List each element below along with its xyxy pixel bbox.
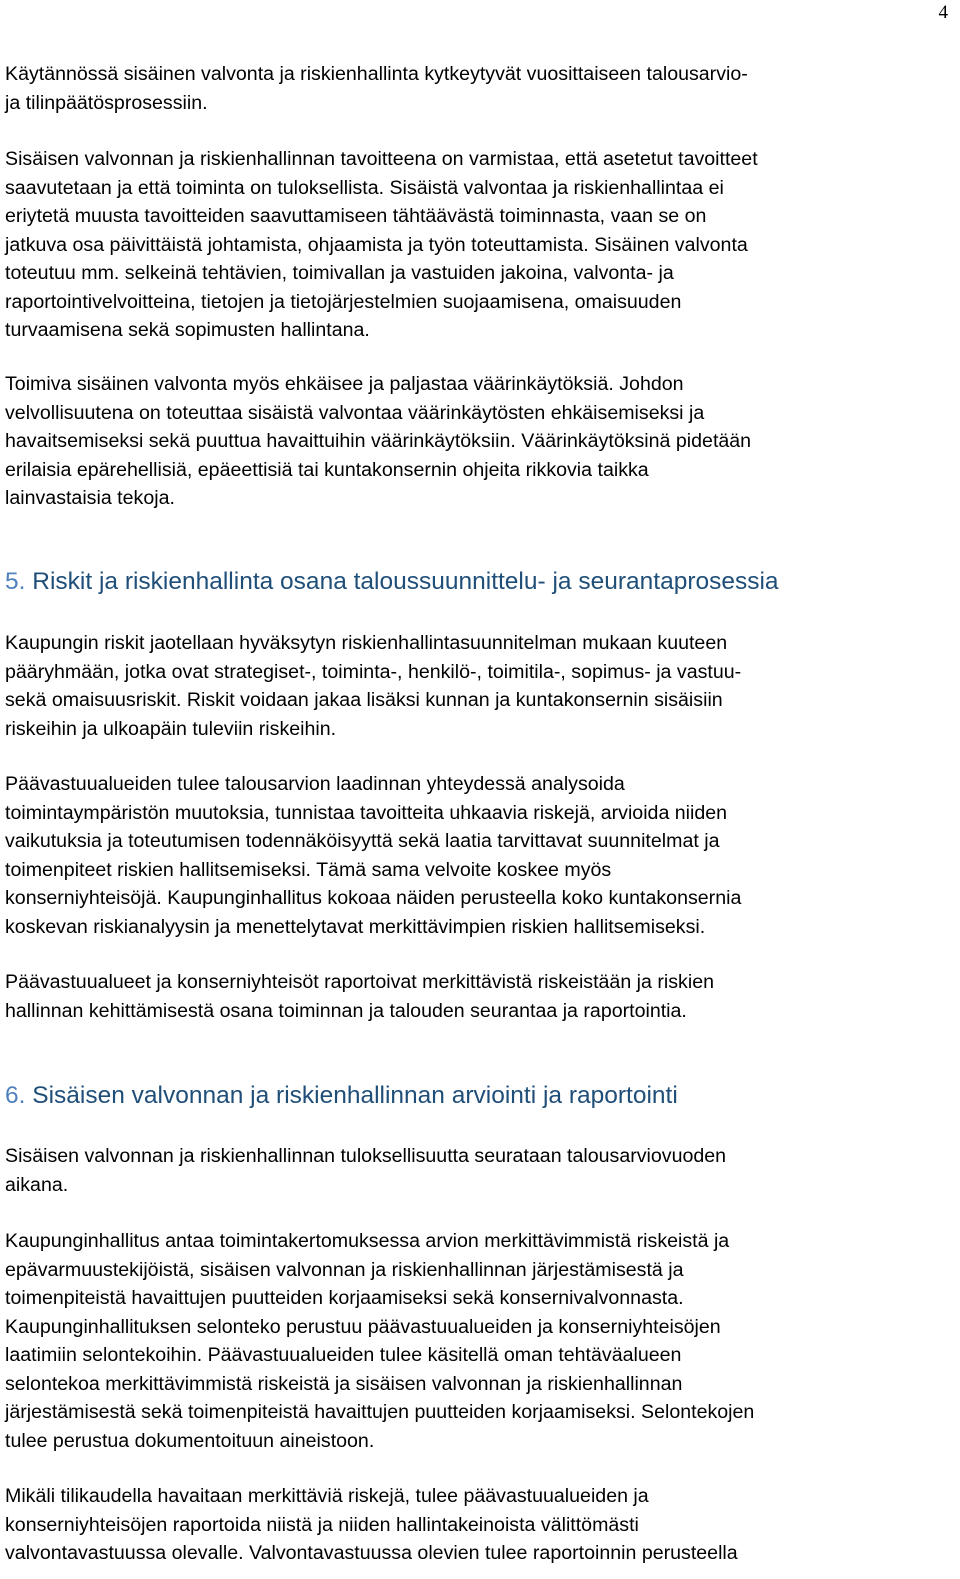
text-line: konserniyhteisöjä. Kaupunginhallitus kokoaa näiden perusteella koko kuntakonsernia — [5, 887, 742, 909]
text-line: Mikäli tilikaudella havaitaan merkittäviä riskejä, tulee päävastuualueiden ja — [5, 1485, 649, 1507]
text-line: jatkuva osa päivittäistä johtamista, ohjaamista ja työn toteuttamista. Sisäinen valvonta — [5, 233, 748, 256]
text-line: konserniyhteisöjen raportoida niistä ja niiden hallintakeinoista välittömästi — [5, 1513, 639, 1536]
text-line: Käytännössä sisäinen valvonta ja riskienhallinta kytkeytyvät vuosittaiseen talousarvio- — [5, 63, 748, 85]
section-heading-6 — [5, 1082, 678, 1110]
text-line: järjestämisestä sekä toimenpiteistä havaittujen puutteiden korjaamiseksi. Selontekojen — [5, 1401, 755, 1423]
text-line: pääryhmään, jotka ovat strategiset-, toiminta-, henkilö-, toimitila-, sopimus- ja vastuu- — [5, 660, 742, 683]
paragraph-6 — [5, 968, 955, 1025]
text-line: saavutetaan ja että toiminta on tuloksellista. Sisäistä valvontaa ja riskienhallintaa ei — [5, 176, 724, 199]
text-line: velvollisuutena on toteuttaa sisäistä valvontaa väärinkäytösten ehkäisemiseksi ja — [5, 401, 705, 424]
text-line: aikana. — [5, 1173, 69, 1196]
text-line: sekä omaisuusriskit. Riskit voidaan jakaa lisäksi kunnan ja kuntakonsernin sisäisiin — [5, 689, 723, 711]
text-line: laatimiin selontekoihin. Päävastuualueiden tulee käsitellä oman tehtäväalueen — [5, 1344, 682, 1366]
section-heading-5 — [5, 568, 779, 596]
page-number: 4 — [938, 2, 948, 23]
text-line: epävarmuustekijöistä, sisäisen valvonnan ja riskienhallinnan järjestämisestä ja — [5, 1258, 684, 1281]
paragraph-1 — [5, 60, 955, 117]
text-line: havaitsemiseksi sekä puuttua havaittuihin väärinkäytöksiin. Väärinkäytöksinä pidetään — [5, 430, 752, 452]
text-line: toimintaympäristön muutoksia, tunnistaa tavoitteita uhkaavia riskejä, arvioida niiden — [5, 801, 728, 824]
paragraph-7 — [5, 1142, 955, 1199]
paragraph-8 — [5, 1227, 955, 1455]
text-line: turvaamisena sekä sopimusten hallintana. — [5, 319, 370, 341]
paragraph-5 — [5, 770, 955, 941]
text-line: ja tilinpäätösprosessiin. — [5, 91, 208, 114]
paragraph-4 — [5, 629, 955, 743]
text-line: eriytetä muusta tavoitteiden saavuttamiseen tähtäävästä toiminnasta, vaan se on — [5, 205, 707, 227]
paragraph-3 — [5, 370, 955, 513]
text-line: Kaupungin riskit jaotellaan hyväksytyn riskienhallintasuunnitelman mukaan kuuteen — [5, 632, 728, 654]
text-line: Kaupunginhallituksen selonteko perustuu päävastuualueiden ja konserniyhteisöjen — [5, 1315, 721, 1338]
text-line: koskevan riskianalyysin ja menettelytavat merkittävimpien riskien hallitsemiseksi. — [5, 915, 706, 938]
text-line: erilaisia epärehellisiä, epäeettisiä tai kuntakonsernin ohjeita rikkovia taikka — [5, 458, 649, 481]
text-line: Kaupunginhallitus antaa toimintakertomuksessa arvion merkittävimmistä riskeistä ja — [5, 1230, 730, 1252]
text-line: vaikutuksia ja toteutumisen todennäköisyyttä sekä laatia tarvittavat suunnitelmat ja — [5, 830, 720, 852]
section-title: Riskit ja riskienhallinta osana taloussuunnittelu- ja seurantaprosessia — [32, 568, 779, 595]
section-number: 6. — [5, 1082, 26, 1109]
text-line: hallinnan kehittämisestä osana toiminnan ja talouden seurantaa ja raportointia. — [5, 999, 687, 1022]
text-line: Sisäisen valvonnan ja riskienhallinnan tavoitteena on varmistaa, että asetetut tavoitteet — [5, 148, 758, 170]
text-line: lainvastaisia tekoja. — [5, 487, 175, 509]
text-line: Päävastuualueiden tulee talousarvion laadinnan yhteydessä analysoida — [5, 773, 625, 795]
text-line: toimenpiteistä havaittujen puutteiden korjaamiseksi sekä konsernivalvonnasta. — [5, 1287, 684, 1309]
text-line: Toimiva sisäinen valvonta myös ehkäisee ja paljastaa väärinkäytöksiä. Johdon — [5, 373, 684, 395]
text-line: riskeihin ja ulkoapäin tuleviin riskeihin. — [5, 717, 337, 740]
section-title: Sisäisen valvonnan ja riskienhallinnan arviointi ja raportointi — [32, 1082, 678, 1109]
paragraph-9 — [5, 1482, 955, 1568]
text-line: tulee perustua dokumentoituun aineistoon. — [5, 1429, 375, 1452]
text-line: Sisäisen valvonnan ja riskienhallinnan tuloksellisuutta seurataan talousarviovuoden — [5, 1145, 727, 1167]
text-line: valvontavastuussa olevalle. Valvontavastuussa olevien tulee raportoinnin perusteella — [5, 1542, 738, 1564]
section-number: 5. — [5, 568, 26, 595]
paragraph-2 — [5, 145, 955, 345]
text-line: selontekoa merkittävimmistä riskeistä ja sisäisen valvonnan ja riskienhallinnan — [5, 1372, 683, 1395]
text-line: toimenpiteet riskien hallitsemiseksi. Tämä sama velvoite koskee myös — [5, 858, 612, 881]
text-line: toteutuu mm. selkeinä tehtävien, toimivallan ja vastuiden jakoina, valvonta- ja — [5, 262, 674, 284]
text-line: Päävastuualueet ja konserniyhteisöt raportoivat merkittävistä riskeistään ja riskien — [5, 971, 714, 993]
text-line: raportointivelvoitteina, tietojen ja tietojärjestelmien suojaamisena, omaisuuden — [5, 290, 682, 313]
